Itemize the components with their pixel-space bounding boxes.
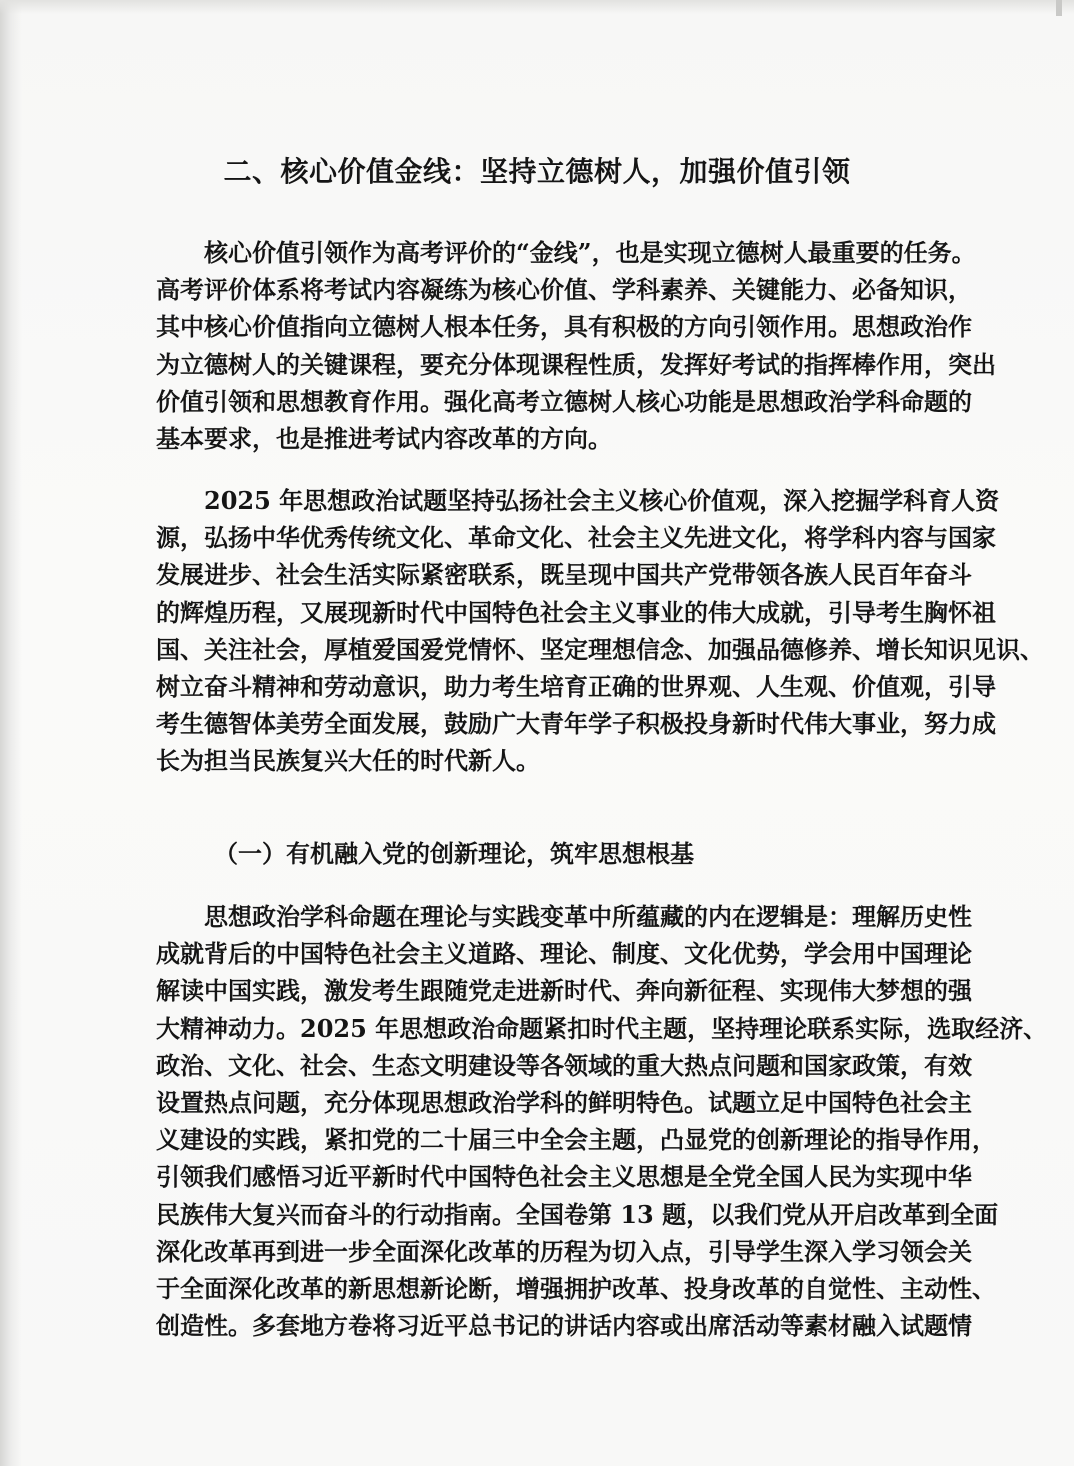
paragraph-line: 义建设的实践，紧扣党的二十届三中全会主题，凸显党的创新理论的指导作用， — [156, 1125, 996, 1155]
paragraph-line: 价值引领和思想教育作用。强化高考立德树人核心功能是思想政治学科命题的 — [156, 386, 972, 416]
paragraph-line: 于全面深化改革的新思想新论断，增强拥护改革、投身改革的自觉性、主动性、 — [156, 1273, 996, 1303]
scan-corner-mark — [1056, 0, 1062, 16]
paragraph-line: 成就背后的中国特色社会主义道路、理论、制度、文化优势，学会用中国理论 — [156, 939, 972, 969]
paragraph-line: 创造性。多套地方卷将习近平总书记的讲话内容或出席活动等素材融入试题情 — [156, 1311, 972, 1341]
paragraph-line: 的辉煌历程，又展现新时代中国特色社会主义事业的伟大成就，引导考生胸怀祖 — [156, 597, 996, 627]
paragraph-line: 思想政治学科命题在理论与实践变革中所蕴藏的内在逻辑是：理解历史性 — [156, 902, 972, 931]
paragraph-line: 基本要求，也是推进考试内容改革的方向。 — [156, 423, 612, 453]
paragraph-line: 高考评价体系将考试内容凝练为核心价值、学科素养、关键能力、必备知识， — [156, 275, 972, 305]
paragraph-1 — [156, 234, 996, 457]
scan-edge-shadow — [0, 0, 22, 1466]
paragraph-2 — [156, 482, 1044, 780]
paragraph-line: 发展进步、社会生活实际紧密联系，既呈现中国共产党带领各族人民百年奋斗 — [156, 560, 972, 590]
paragraph-line: 引领我们感悟习近平新时代中国特色社会主义思想是全党全国人民为实现中华 — [156, 1162, 972, 1192]
paragraph-line: 大精神动力。2025 年思想政治命题紧扣时代主题，坚持理论联系实际，选取经济、 — [156, 1013, 1048, 1043]
paragraph-line: 核心价值引领作为高考评价的“金线”，也是实现立德树人最重要的任务。 — [156, 238, 976, 267]
paragraph-line: 考生德智体美劳全面发展，鼓励广大青年学子积极投身新时代伟大事业，努力成 — [156, 709, 996, 739]
scan-top-shadow — [0, 0, 1074, 14]
paragraph-line: 民族伟大复兴而奋斗的行动指南。全国卷第 13 题，以我们党从开启改革到全面 — [156, 1199, 999, 1229]
paragraph-line: 国、关注社会，厚植爱国爱党情怀、坚定理想信念、加强品德修养、增长知识见识、 — [156, 634, 1044, 664]
paragraph-line: 其中核心价值指向立德树人根本任务，具有积极的方向引领作用。思想政治作 — [156, 312, 972, 342]
section-title: 二、核心价值金线：坚持立德树人，加强价值引领 — [223, 155, 851, 188]
paragraph-line: 2025 年思想政治试题坚持弘扬社会主义核心价值观，深入挖掘学科育人资 — [156, 486, 1000, 515]
paragraph-line: 解读中国实践，激发考生跟随党走进新时代、奔向新征程、实现伟大梦想的强 — [156, 976, 972, 1006]
paragraph-line: 设置热点问题，充分体现思想政治学科的鲜明特色。试题立足中国特色社会主 — [156, 1087, 972, 1117]
subsection-title: （一）有机融入党的创新理论，筑牢思想根基 — [214, 840, 694, 868]
paragraph-line: 深化改革再到进一步全面深化改革的历程为切入点，引导学生深入学习领会关 — [156, 1236, 972, 1266]
paragraph-line: 政治、文化、社会、生态文明建设等各领域的重大热点问题和国家政策，有效 — [156, 1050, 972, 1080]
paragraph-line: 源，弘扬中华优秀传统文化、革命文化、社会主义先进文化，将学科内容与国家 — [156, 523, 996, 553]
paragraph-3 — [156, 898, 1048, 1344]
paragraph-line: 为立德树人的关键课程，要充分体现课程性质，发挥好考试的指挥棒作用，突出 — [156, 349, 996, 379]
paragraph-line: 树立奋斗精神和劳动意识，助力考生培育正确的世界观、人生观、价值观，引导 — [156, 671, 996, 701]
paragraph-line: 长为担当民族复兴大任的时代新人。 — [156, 746, 540, 776]
